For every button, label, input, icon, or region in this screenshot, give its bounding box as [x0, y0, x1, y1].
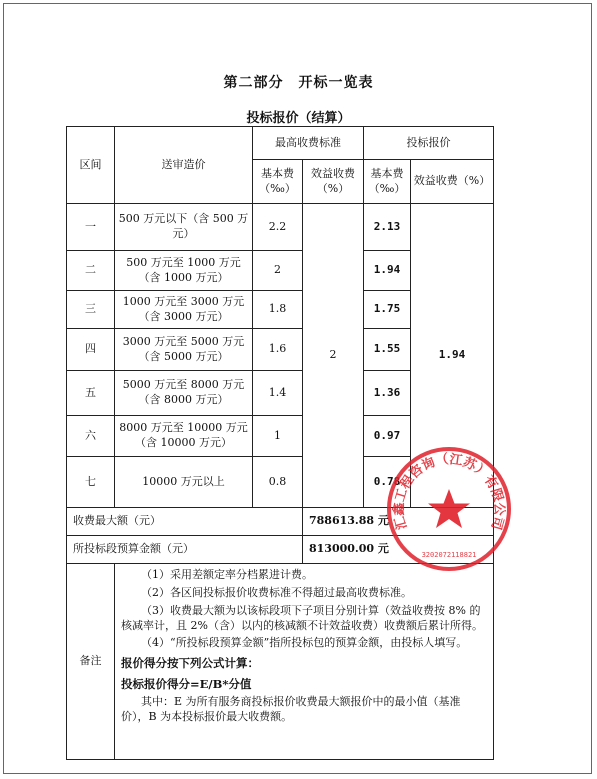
- bid-table: [66, 126, 494, 760]
- notes-label: 备注: [67, 564, 115, 760]
- base-fee-cell: 0.8: [253, 457, 303, 508]
- formula-explanation: 其中：E 为所有服务商投标报价收费最大额报价中的最小值（基准价），B 为本投标报价最大收费额。: [121, 695, 461, 724]
- header-cost: 送审造价: [115, 127, 253, 204]
- note-4: （4）“所投标段预算金额”指所投标包的预算金额，由投标人填写。: [141, 636, 468, 650]
- max-fee-label: 收费最大额（元）: [67, 508, 303, 536]
- bid-fee-cell: 1.36: [364, 371, 411, 416]
- formula: 投标报价得分=E/B*分值: [121, 676, 252, 691]
- base-fee-cell: 2.2: [253, 204, 303, 251]
- header-interval: 区间: [67, 127, 115, 204]
- interval-cell: 六: [67, 416, 115, 457]
- budget-label: 所投标段预算金额（元）: [67, 536, 303, 564]
- header-base-fee: 基本费（‰）: [253, 160, 303, 204]
- seal-company-text: 汇鑫工程咨询（江苏）有限公司: [391, 452, 507, 532]
- bid-fee-cell: 1.75: [364, 291, 411, 329]
- base-fee-cell: 1: [253, 416, 303, 457]
- max-fee-value: 788613.88 元: [303, 508, 494, 536]
- interval-cell: 四: [67, 329, 115, 371]
- notes-cell: [115, 564, 494, 760]
- interval-cell: 五: [67, 371, 115, 416]
- note-3: （3）收费最大额为以该标段项下子项目分别计算（效益收费按 8% 的核减率计，且 2%（含）以内的核减额不计效益收费）收费额后累计所得。: [121, 603, 483, 632]
- header-bid-price: 投标报价: [364, 127, 494, 160]
- table-row: [67, 204, 494, 251]
- base-fee-cell: 1.4: [253, 371, 303, 416]
- cost-cell: 3000 万元至 5000 万元（含 5000 万元）: [115, 329, 253, 371]
- benefit-max-cell: 2: [303, 204, 364, 508]
- note-2: （2）各区间投标报价收费标准不得超过最高收费标准。: [141, 585, 412, 599]
- cost-cell: 8000 万元至 10000 万元（含 10000 万元）: [115, 416, 253, 457]
- company-seal: [385, 445, 513, 573]
- bid-fee-cell: 0.78: [364, 457, 411, 508]
- cost-cell: 500 万元以下（含 500 万元）: [115, 204, 253, 251]
- star-icon: [428, 489, 470, 528]
- base-fee-cell: 1.6: [253, 329, 303, 371]
- page-title: 第二部分 开标一览表: [223, 75, 374, 91]
- bid-fee-cell: 1.94: [364, 251, 411, 291]
- table-title: 投标报价（结算）: [246, 111, 351, 126]
- benefit-bid-cell: 1.94: [411, 204, 494, 508]
- cost-cell: 500 万元至 1000 万元（含 1000 万元）: [115, 251, 253, 291]
- budget-value: 813000.00 元: [303, 536, 494, 564]
- seal-number: 3202072118821: [421, 551, 477, 559]
- base-fee-cell: 1.8: [253, 291, 303, 329]
- note-1: （1）采用差额定率分档累进计费。: [141, 568, 313, 581]
- bid-fee-cell: 2.13: [364, 204, 411, 251]
- header-benefit-fee-bid: 效益收费（%）: [411, 160, 494, 204]
- interval-cell: 三: [67, 291, 115, 329]
- interval-cell: 二: [67, 251, 115, 291]
- header-max-standard: 最高收费标准: [253, 127, 364, 160]
- interval-cell: 七: [67, 457, 115, 508]
- base-fee-cell: 2: [253, 251, 303, 291]
- bid-fee-cell: 1.55: [364, 329, 411, 371]
- cost-cell: 10000 万元以上: [115, 457, 253, 508]
- interval-cell: 一: [67, 204, 115, 251]
- cost-cell: 1000 万元至 3000 万元（含 3000 万元）: [115, 291, 253, 329]
- formula-heading: 报价得分按下列公式计算：: [121, 656, 259, 671]
- cost-cell: 5000 万元至 8000 万元（含 8000 万元）: [115, 371, 253, 416]
- header-base-fee-bid: 基本费（‰）: [364, 160, 411, 204]
- header-benefit-fee: 效益收费（%）: [303, 160, 364, 204]
- bid-fee-cell: 0.97: [364, 416, 411, 457]
